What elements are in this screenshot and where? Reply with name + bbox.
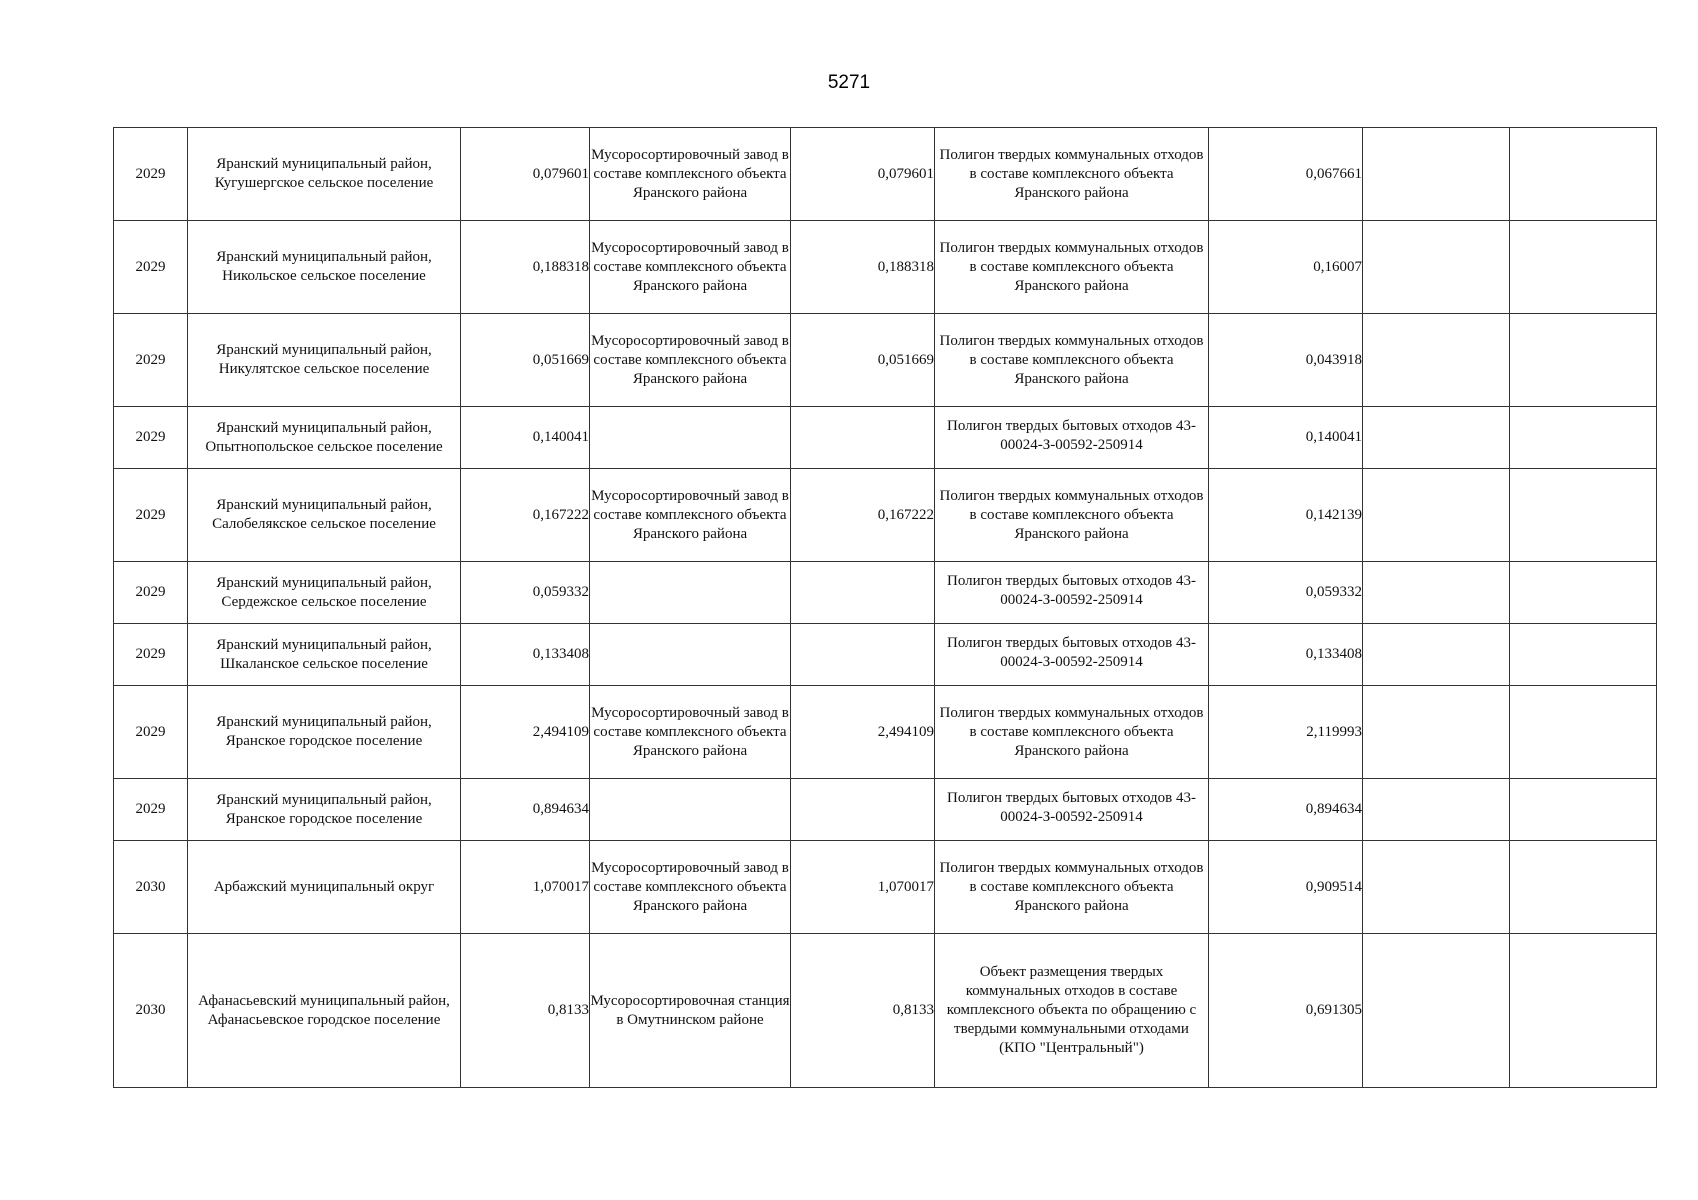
disposal-facility-cell: Полигон твердых бытовых отходов 43-00024-З-00592-250914	[935, 624, 1209, 686]
facility-cell	[590, 562, 791, 624]
table-row	[114, 686, 1657, 779]
volume-cell: 0,133408	[1209, 624, 1363, 686]
table-row	[114, 562, 1657, 624]
table-row	[114, 779, 1657, 841]
waste-flow-table	[113, 127, 1657, 1088]
volume-cell: 0,051669	[791, 314, 935, 407]
year-cell: 2029	[114, 407, 188, 469]
disposal-facility-cell: Полигон твердых коммунальных отходов в составе комплексного объекта Яранского района	[935, 469, 1209, 562]
empty-cell	[1363, 221, 1510, 314]
facility-cell: Мусоросортировочный завод в составе комплексного объекта Яранского района	[590, 686, 791, 779]
empty-cell	[1510, 314, 1657, 407]
empty-cell	[1363, 562, 1510, 624]
volume-cell: 1,070017	[791, 841, 935, 934]
empty-cell	[1510, 221, 1657, 314]
empty-cell	[1510, 128, 1657, 221]
disposal-facility-cell: Полигон твердых коммунальных отходов в составе комплексного объекта Яранского района	[935, 314, 1209, 407]
year-cell: 2029	[114, 469, 188, 562]
disposal-facility-cell: Полигон твердых коммунальных отходов в составе комплексного объекта Яранского района	[935, 686, 1209, 779]
table-row	[114, 934, 1657, 1088]
facility-cell	[590, 407, 791, 469]
empty-cell	[1363, 779, 1510, 841]
facility-cell: Мусоросортировочный завод в составе комплексного объекта Яранского района	[590, 469, 791, 562]
empty-cell	[1363, 686, 1510, 779]
municipality-cell: Афанасьевский муниципальный район, Афанасьевское городское поселение	[188, 934, 461, 1088]
year-cell: 2029	[114, 314, 188, 407]
facility-cell	[590, 779, 791, 841]
table-row	[114, 407, 1657, 469]
empty-cell	[1363, 934, 1510, 1088]
year-cell: 2029	[114, 221, 188, 314]
municipality-cell: Яранский муниципальный район, Опытнопольское сельское поселение	[188, 407, 461, 469]
volume-cell: 0,133408	[461, 624, 590, 686]
volume-cell	[791, 407, 935, 469]
volume-cell: 2,119993	[1209, 686, 1363, 779]
table-row	[114, 314, 1657, 407]
volume-cell: 0,167222	[791, 469, 935, 562]
empty-cell	[1510, 779, 1657, 841]
municipality-cell: Яранский муниципальный район, Салобелякское сельское поселение	[188, 469, 461, 562]
municipality-cell: Яранский муниципальный район, Шкаланское сельское поселение	[188, 624, 461, 686]
volume-cell: 0,188318	[461, 221, 590, 314]
empty-cell	[1363, 469, 1510, 562]
disposal-facility-cell: Полигон твердых бытовых отходов 43-00024-З-00592-250914	[935, 779, 1209, 841]
volume-cell: 0,140041	[461, 407, 590, 469]
empty-cell	[1510, 624, 1657, 686]
year-cell: 2030	[114, 934, 188, 1088]
volume-cell	[791, 779, 935, 841]
empty-cell	[1510, 686, 1657, 779]
volume-cell: 0,059332	[1209, 562, 1363, 624]
volume-cell: 0,043918	[1209, 314, 1363, 407]
facility-cell: Мусоросортировочный завод в составе комплексного объекта Яранского района	[590, 841, 791, 934]
empty-cell	[1510, 934, 1657, 1088]
volume-cell: 0,051669	[461, 314, 590, 407]
disposal-facility-cell: Полигон твердых коммунальных отходов в составе комплексного объекта Яранского района	[935, 221, 1209, 314]
year-cell: 2029	[114, 686, 188, 779]
volume-cell: 1,070017	[461, 841, 590, 934]
volume-cell: 2,494109	[791, 686, 935, 779]
empty-cell	[1363, 407, 1510, 469]
table-row	[114, 221, 1657, 314]
empty-cell	[1510, 841, 1657, 934]
volume-cell: 0,188318	[791, 221, 935, 314]
table-row	[114, 841, 1657, 934]
facility-cell: Мусоросортировочный завод в составе комплексного объекта Яранского района	[590, 128, 791, 221]
facility-cell: Мусоросортировочный завод в составе комплексного объекта Яранского района	[590, 221, 791, 314]
empty-cell	[1363, 314, 1510, 407]
table-row	[114, 469, 1657, 562]
disposal-facility-cell: Объект размещения твердых коммунальных отходов в составе комплексного объекта по обращению с твердыми коммунальными отходами (КПО "Центральный")	[935, 934, 1209, 1088]
volume-cell: 0,16007	[1209, 221, 1363, 314]
year-cell: 2029	[114, 128, 188, 221]
volume-cell: 0,8133	[461, 934, 590, 1088]
volume-cell: 0,894634	[1209, 779, 1363, 841]
empty-cell	[1363, 841, 1510, 934]
empty-cell	[1363, 624, 1510, 686]
empty-cell	[1363, 128, 1510, 221]
disposal-facility-cell: Полигон твердых коммунальных отходов в составе комплексного объекта Яранского района	[935, 841, 1209, 934]
volume-cell: 0,691305	[1209, 934, 1363, 1088]
year-cell: 2029	[114, 562, 188, 624]
municipality-cell: Яранский муниципальный район, Сердежское сельское поселение	[188, 562, 461, 624]
volume-cell: 0,059332	[461, 562, 590, 624]
municipality-cell: Арбажский муниципальный округ	[188, 841, 461, 934]
municipality-cell: Яранский муниципальный район, Кугушергское сельское поселение	[188, 128, 461, 221]
volume-cell: 0,079601	[461, 128, 590, 221]
page-number: 5271	[827, 72, 871, 93]
empty-cell	[1510, 562, 1657, 624]
volume-cell	[791, 624, 935, 686]
volume-cell: 0,167222	[461, 469, 590, 562]
municipality-cell: Яранский муниципальный район, Яранское городское поселение	[188, 779, 461, 841]
volume-cell: 0,909514	[1209, 841, 1363, 934]
table-row	[114, 128, 1657, 221]
disposal-facility-cell: Полигон твердых бытовых отходов 43-00024-З-00592-250914	[935, 407, 1209, 469]
volume-cell: 2,494109	[461, 686, 590, 779]
volume-cell: 0,140041	[1209, 407, 1363, 469]
municipality-cell: Яранский муниципальный район, Никулятское сельское поселение	[188, 314, 461, 407]
volume-cell: 0,142139	[1209, 469, 1363, 562]
year-cell: 2030	[114, 841, 188, 934]
year-cell: 2029	[114, 624, 188, 686]
disposal-facility-cell: Полигон твердых коммунальных отходов в составе комплексного объекта Яранского района	[935, 128, 1209, 221]
volume-cell: 0,8133	[791, 934, 935, 1088]
facility-cell: Мусоросортировочная станция в Омутнинском районе	[590, 934, 791, 1088]
municipality-cell: Яранский муниципальный район, Яранское городское поселение	[188, 686, 461, 779]
empty-cell	[1510, 407, 1657, 469]
facility-cell	[590, 624, 791, 686]
volume-cell: 0,079601	[791, 128, 935, 221]
facility-cell: Мусоросортировочный завод в составе комплексного объекта Яранского района	[590, 314, 791, 407]
volume-cell: 0,894634	[461, 779, 590, 841]
volume-cell: 0,067661	[1209, 128, 1363, 221]
municipality-cell: Яранский муниципальный район, Никольское сельское поселение	[188, 221, 461, 314]
table-row	[114, 624, 1657, 686]
disposal-facility-cell: Полигон твердых бытовых отходов 43-00024-З-00592-250914	[935, 562, 1209, 624]
empty-cell	[1510, 469, 1657, 562]
year-cell: 2029	[114, 779, 188, 841]
volume-cell	[791, 562, 935, 624]
